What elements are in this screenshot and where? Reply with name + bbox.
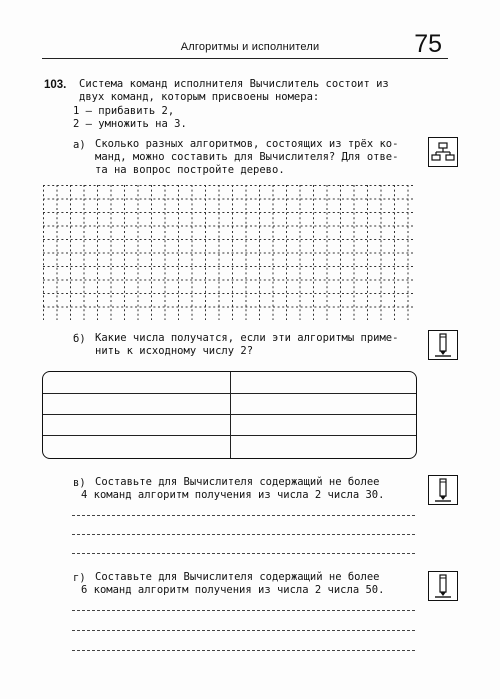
part-d-label: г) <box>73 572 86 584</box>
part-b-line-2: нить к исходному числу 2? <box>95 345 254 357</box>
part-b-label: б) <box>73 333 86 345</box>
header-rule <box>42 58 448 59</box>
part-d-line-2: 6 команд алгоритм получения из числа 2 числа 50. <box>81 584 385 596</box>
dotted-answer-grid[interactable] <box>43 185 415 320</box>
intro-line-3: 1 — прибавить 2, <box>73 105 175 117</box>
answer-line[interactable] <box>72 515 415 516</box>
intro-line-2: двух команд, которым присвоены номера: <box>79 91 320 103</box>
pencil-icon <box>428 330 458 360</box>
pencil-icon <box>428 571 458 601</box>
tree-diagram-icon <box>428 137 458 167</box>
answer-line[interactable] <box>72 630 415 631</box>
task-number: 103. <box>44 79 67 91</box>
part-d-line-1: Составьте для Вычислителя содержащий не более <box>95 571 380 583</box>
answer-line[interactable] <box>72 534 415 535</box>
answer-line[interactable] <box>72 553 415 554</box>
part-c-line-1: Составьте для Вычислителя содержащий не более <box>95 476 380 488</box>
answer-line[interactable] <box>72 610 415 611</box>
answer-line[interactable] <box>72 650 415 651</box>
part-a-line-1: Сколько разных алгоритмов, состоящих из трёх ко- <box>95 138 399 150</box>
page-header-title: Алгоритмы и исполнители <box>180 41 320 53</box>
pencil-icon <box>428 475 458 505</box>
part-b-line-1: Какие числа получатся, если эти алгоритмы приме- <box>95 332 399 344</box>
intro-line-4: 2 — умножить на 3. <box>73 118 187 130</box>
part-a-label: а) <box>73 139 86 151</box>
part-c-line-2: 4 команд алгоритм получения из числа 2 числа 30. <box>81 489 385 501</box>
intro-line-1: Система команд исполнителя Вычислитель состоит из <box>79 78 389 90</box>
part-c-label: в) <box>73 477 86 489</box>
part-a-line-2: манд, можно составить для Вычислителя? Для отве- <box>95 151 399 163</box>
answer-table[interactable] <box>42 371 417 459</box>
page-number: 75 <box>414 30 442 58</box>
table-column-divider <box>230 372 231 458</box>
part-a-line-3: та на вопрос постройте дерево. <box>95 164 285 176</box>
